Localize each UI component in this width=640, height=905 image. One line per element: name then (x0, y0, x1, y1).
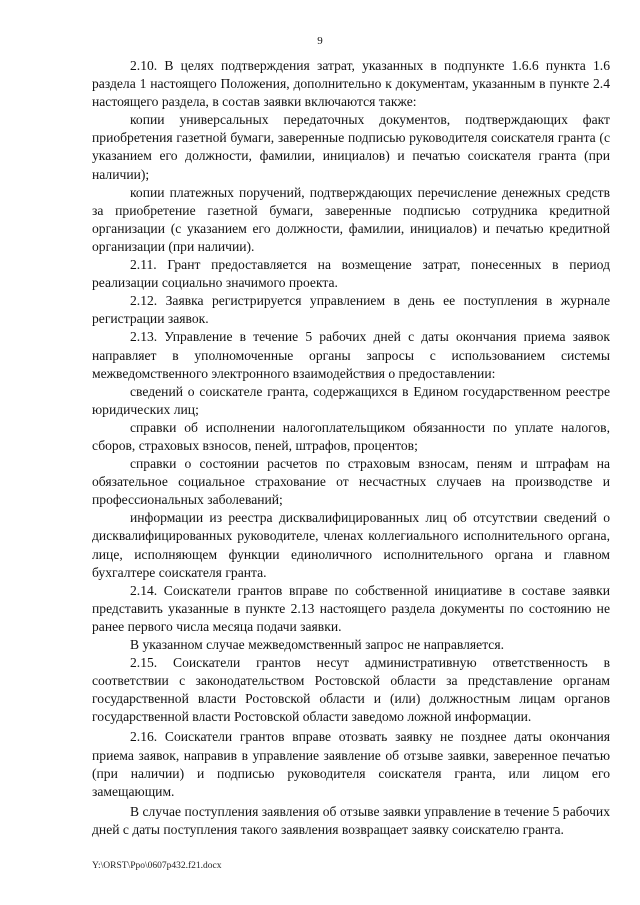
paragraph-2-16: 2.16. Соискатели грантов вправе отозвать заявку не позднее даты окончания приема заявок, направив в управление заявление об отзыве заявки, заверенное печатью (при наличии) и подписью руководителя соискателя гранта, или лицом его замещающим. (92, 729, 610, 799)
document-body (92, 57, 610, 839)
paragraph-payment-copies: копии платежных поручений, подтверждающих перечисление денежных средств за приобретение газетной бумаги, заверенные подписью сотрудника кредитной организации (с указанием его должности, фамилии, инициалов) и печатью кредитной организации (при наличии). (92, 184, 610, 254)
paragraph-disqualification-info: информации из реестра дисквалифицированных лиц об отсутствии сведений о дисквалифицированных руководителе, членах коллегиального исполнительного органа, лице, исполняющем функции единоличного исполнительного органа и главном бухгалтере соискателя гранта. (92, 510, 610, 580)
paragraph-2-13: 2.13. Управление в течение 5 рабочих дней с даты окончания приема заявок направляет в уполномоченные органы запросы с использованием системы межведомственного электронного взаимодействия о предоставлении: (92, 329, 610, 381)
paragraph-insurance-certificate: справки о состоянии расчетов по страховым взносам, пеням и штрафам на обязательное социальное страхование от несчастных случаев на производстве и профессиональных заболеваний; (92, 456, 610, 508)
paragraph-2-14: 2.14. Соискатели грантов вправе по собственной инициативе в составе заявки представить указанные в пункте 2.13 настоящего раздела документы по состоянию не ранее первого числа месяца подачи заявки. (92, 582, 610, 634)
paragraph-tax-certificate: справки об исполнении налогоплательщиком обязанности по уплате налогов, сборов, страховых взносов, пеней, штрафов, процентов; (92, 419, 610, 453)
paragraph-2-15: 2.15. Соискатели грантов несут административную ответственность в соответствии с законодательством Ростовской области за представление органам государственной власти Ростовской области и (или) должностным лицам органов государственной власти Ростовской области заведомо ложной информации. (92, 655, 610, 725)
paragraph-upd-copies: копии универсальных передаточных документов, подтверждающих факт приобретения газетной бумаги, заверенные подписью руководителя соискателя гранта (с указанием его должности, фамилии, инициалов) и печатью соискателя гранта (при наличии); (92, 112, 610, 182)
paragraph-withdrawal: В случае поступления заявления об отзыве заявки управление в течение 5 рабочих дней с даты поступления такого заявления возвращает заявку соискателю гранта. (92, 803, 610, 837)
file-path-footer: Y:\ORST\Ppo\0607p432.f21.docx (92, 861, 222, 871)
paragraph-2-10: 2.10. В целях подтверждения затрат, указанных в подпункте 1.6.6 пункта 1.6 раздела 1 настоящего Положения, дополнительно к документам, указанным в пункте 2.4 настоящего раздела, в состав заявки включаются также: (92, 58, 610, 110)
page-number: 9 (317, 35, 323, 47)
paragraph-2-11: 2.11. Грант предоставляется на возмещение затрат, понесенных в период реализации социально значимого проекта. (92, 257, 610, 291)
paragraph-no-request: В указанном случае межведомственный запрос не направляется. (130, 637, 504, 652)
paragraph-egrul-info: сведений о соискателе гранта, содержащихся в Едином государственном реестре юридических лиц; (92, 383, 610, 417)
paragraph-2-12: 2.12. Заявка регистрируется управлением в день ее поступления в журнале регистрации заявок. (92, 293, 610, 327)
